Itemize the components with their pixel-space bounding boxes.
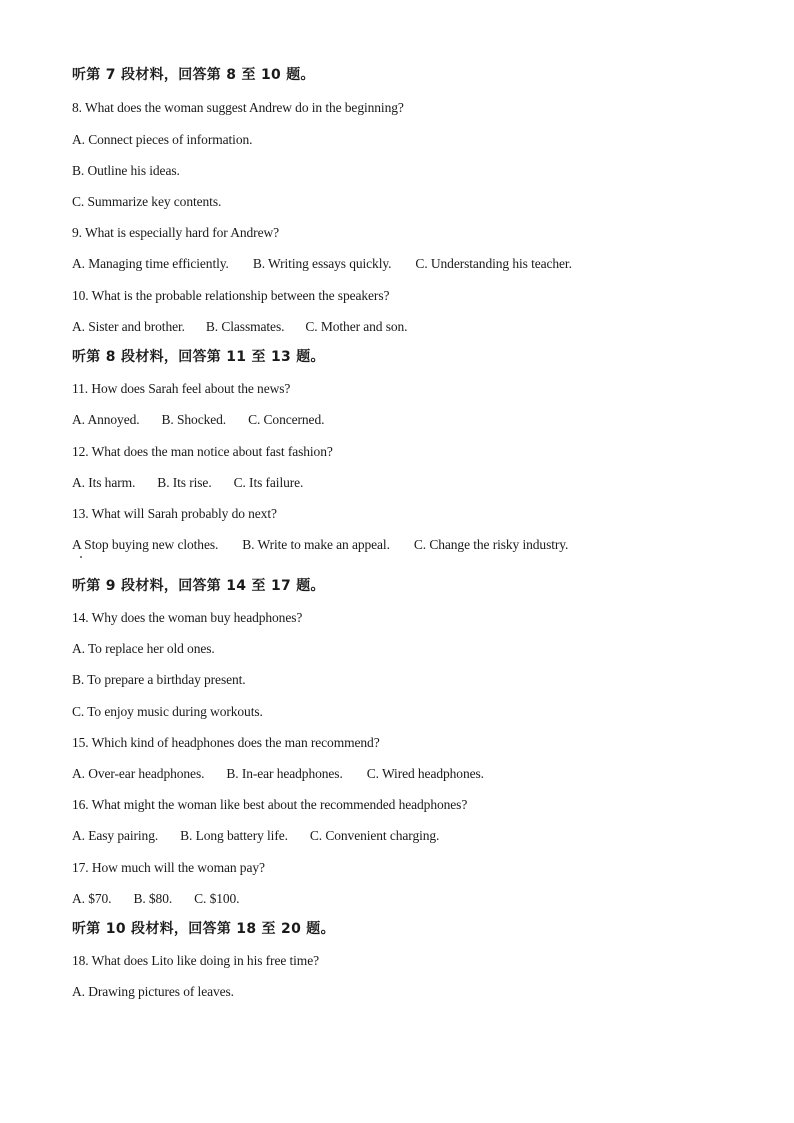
question-stem-9: 9. What is especially hard for Andrew?	[72, 225, 280, 240]
option-15c: C. Wired headphones.	[366, 766, 484, 781]
stray-dot-mark	[80, 556, 82, 558]
option-8a: A. Connect pieces of information.	[72, 132, 253, 147]
option-12b: B. Its rise.	[157, 475, 212, 490]
option-12c: C. Its failure.	[233, 475, 304, 490]
option-15a: A. Over-ear headphones.	[72, 766, 205, 781]
question-stem-12: 12. What does the man notice about fast fashion?	[72, 444, 333, 459]
options-row-15	[72, 766, 484, 782]
options-row-17	[72, 891, 239, 907]
options-row-11	[72, 412, 324, 428]
option-16c: C. Convenient charging.	[309, 828, 440, 843]
options-row-10	[72, 319, 407, 335]
option-17b: B. $80.	[133, 891, 173, 906]
option-16b: B. Long battery life.	[180, 828, 288, 843]
option-13b: B. Write to make an appeal.	[242, 537, 390, 552]
option-9c: C. Understanding his teacher.	[415, 256, 572, 271]
option-11c: C. Concerned.	[248, 412, 325, 427]
section-heading-10: 听第 10 段材料，回答第 18 至 20 题。	[72, 921, 335, 937]
option-11a: A. Annoyed.	[72, 412, 140, 427]
options-row-12	[72, 475, 303, 491]
option-17a: A. $70.	[72, 891, 112, 906]
option-15b: B. In-ear headphones.	[226, 766, 343, 781]
option-8c: C. Summarize key contents.	[72, 194, 222, 209]
option-18a: A. Drawing pictures of leaves.	[72, 984, 234, 999]
question-stem-8: 8. What does the woman suggest Andrew do in the beginning?	[72, 100, 404, 115]
question-stem-14: 14. Why does the woman buy headphones?	[72, 610, 303, 625]
option-14c: C. To enjoy music during workouts.	[72, 704, 263, 719]
options-row-16	[72, 828, 439, 844]
options-row-9	[72, 256, 572, 272]
question-stem-18: 18. What does Lito like doing in his free time?	[72, 953, 319, 968]
option-13a: A Stop buying new clothes.	[72, 537, 219, 552]
section-heading-7: 听第 7 段材料，回答第 8 至 10 题。	[72, 67, 315, 83]
option-11b: B. Shocked.	[161, 412, 227, 427]
section-heading-9: 听第 9 段材料，回答第 14 至 17 题。	[72, 578, 325, 594]
option-14a: A. To replace her old ones.	[72, 641, 215, 656]
option-14b: B. To prepare a birthday present.	[72, 672, 246, 687]
question-stem-15: 15. Which kind of headphones does the man recommend?	[72, 735, 380, 750]
option-17c: C. $100.	[194, 891, 240, 906]
section-heading-8: 听第 8 段材料，回答第 11 至 13 题。	[72, 349, 325, 365]
question-stem-17: 17. How much will the woman pay?	[72, 860, 265, 875]
option-9a: A. Managing time efficiently.	[72, 256, 229, 271]
question-stem-13: 13. What will Sarah probably do next?	[72, 506, 277, 521]
option-13c: C. Change the risky industry.	[413, 537, 569, 552]
option-10a: A. Sister and brother.	[72, 319, 185, 334]
option-10b: B. Classmates.	[205, 319, 285, 334]
option-16a: A. Easy pairing.	[72, 828, 159, 843]
question-stem-16: 16. What might the woman like best about the recommended headphones?	[72, 797, 468, 812]
option-10c: C. Mother and son.	[305, 319, 408, 334]
question-stem-10: 10. What is the probable relationship between the speakers?	[72, 288, 390, 303]
option-12a: A. Its harm.	[72, 475, 136, 490]
options-row-13	[72, 537, 568, 553]
option-9b: B. Writing essays quickly.	[252, 256, 392, 271]
question-stem-11: 11. How does Sarah feel about the news?	[72, 381, 291, 396]
option-8b: B. Outline his ideas.	[72, 163, 180, 178]
